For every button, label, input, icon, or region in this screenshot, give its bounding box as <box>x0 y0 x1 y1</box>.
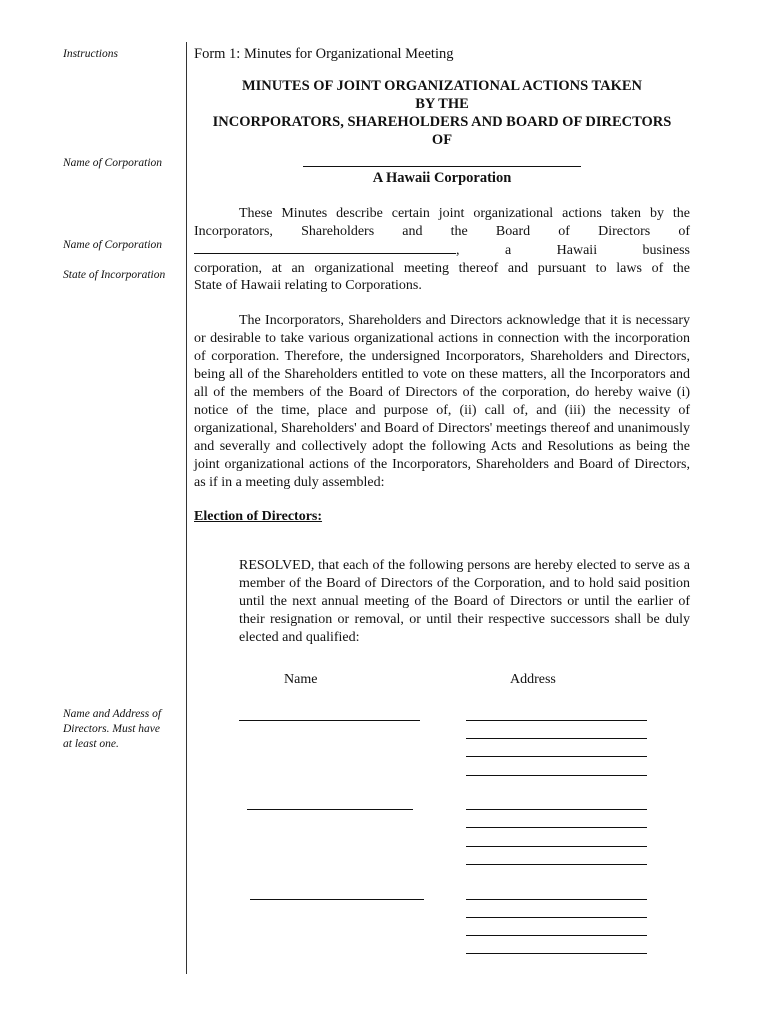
column-header-name: Name <box>284 672 318 687</box>
heading-line: OF <box>431 131 453 148</box>
document-subtitle: A Hawaii Corporation <box>372 169 512 186</box>
director-address-field[interactable] <box>466 775 647 776</box>
form-title: Form 1: Minutes for Organizational Meeting <box>194 46 454 62</box>
heading-line: BY THE <box>415 95 469 112</box>
intro-line <box>194 241 690 260</box>
intro-line: State of Hawaii relating to Corporations. <box>194 278 422 294</box>
director-address-field[interactable] <box>466 864 647 865</box>
intro-line: These Minutes describe certain joint organizational actions taken by the <box>239 205 690 221</box>
column-header-address: Address <box>510 672 556 687</box>
director-address-field[interactable] <box>466 720 647 721</box>
instructions-sidebar <box>0 0 186 1024</box>
resolution-text: RESOLVED, that each of the following persons are hereby elected to serve as a member of the Board of Directors of the Corporation, and to hold said position until the next annual meeting of the Board of Directors or until the earlier of their resignation or removal, or until their respective successors shall be duly elected and qualified: <box>239 558 690 645</box>
section-title-election: Election of Directors: <box>194 509 323 525</box>
heading-line: MINUTES OF JOINT ORGANIZATIONAL ACTIONS TAKEN <box>241 77 643 94</box>
director-address-field[interactable] <box>466 809 647 810</box>
instructions-label: Instructions <box>63 48 118 60</box>
state-of-incorporation-hint: State of Incorporation <box>63 269 166 281</box>
minutes-document <box>194 46 690 661</box>
director-address-field[interactable] <box>466 827 647 828</box>
directors-hint <box>63 707 161 752</box>
intro-line: Incorporators, Shareholders and the Board of Directors of <box>194 223 690 239</box>
intro-line-suffix: , a Hawaii business <box>456 242 690 258</box>
director-name-field[interactable] <box>247 809 413 810</box>
corporation-name-hint-1: Name of Corporation <box>63 157 163 169</box>
corporation-name-hint-2: Name of Corporation <box>63 239 163 251</box>
director-address-field[interactable] <box>466 935 647 936</box>
director-name-field[interactable] <box>239 720 420 721</box>
paragraph-acknowledgement: The Incorporators, Shareholders and Directors acknowledge that it is necessary or desirable to take various organizational actions in connection with the incorporation of corporation. Therefore, the undersigned Incorporators, Shareholders and Directors, being all of the Shareholders entitled to vote on these matters, all the Incorporators and all of the members of the Board of Directors of the corporation, do hereby waive (i) notice of the time, place and purpose of, (ii) call of, and (iii) the necessity of organizational, Shareholders' and Board of Directors' meetings thereof and unanimously and severally and collectively adopt the following Acts and Resolutions as being the joint organizational actions of the Incorporators, Shareholders and Board of Directors, as if in a meeting duly assembled: <box>194 313 690 490</box>
document-heading <box>194 77 690 149</box>
directors-hint-line: Name and Address of <box>63 708 162 720</box>
director-address-field[interactable] <box>466 846 647 847</box>
director-address-field[interactable] <box>466 917 647 918</box>
corporation-name-field[interactable] <box>303 149 581 167</box>
corporation-name-blank[interactable] <box>194 241 456 254</box>
heading-line: INCORPORATORS, SHAREHOLDERS AND BOARD OF DIRECTORS <box>212 113 672 130</box>
director-address-field[interactable] <box>466 756 647 757</box>
directors-hint-line: at least one. <box>63 738 119 750</box>
paragraph-intro <box>194 205 690 296</box>
director-address-field[interactable] <box>466 899 647 900</box>
director-address-field[interactable] <box>466 953 647 954</box>
column-divider <box>186 42 187 974</box>
directors-hint-line: Directors. Must have <box>63 723 160 735</box>
intro-line: corporation, at an organizational meeting thereof and pursuant to laws of the <box>194 260 690 276</box>
director-name-field[interactable] <box>250 899 424 900</box>
director-address-field[interactable] <box>466 738 647 739</box>
